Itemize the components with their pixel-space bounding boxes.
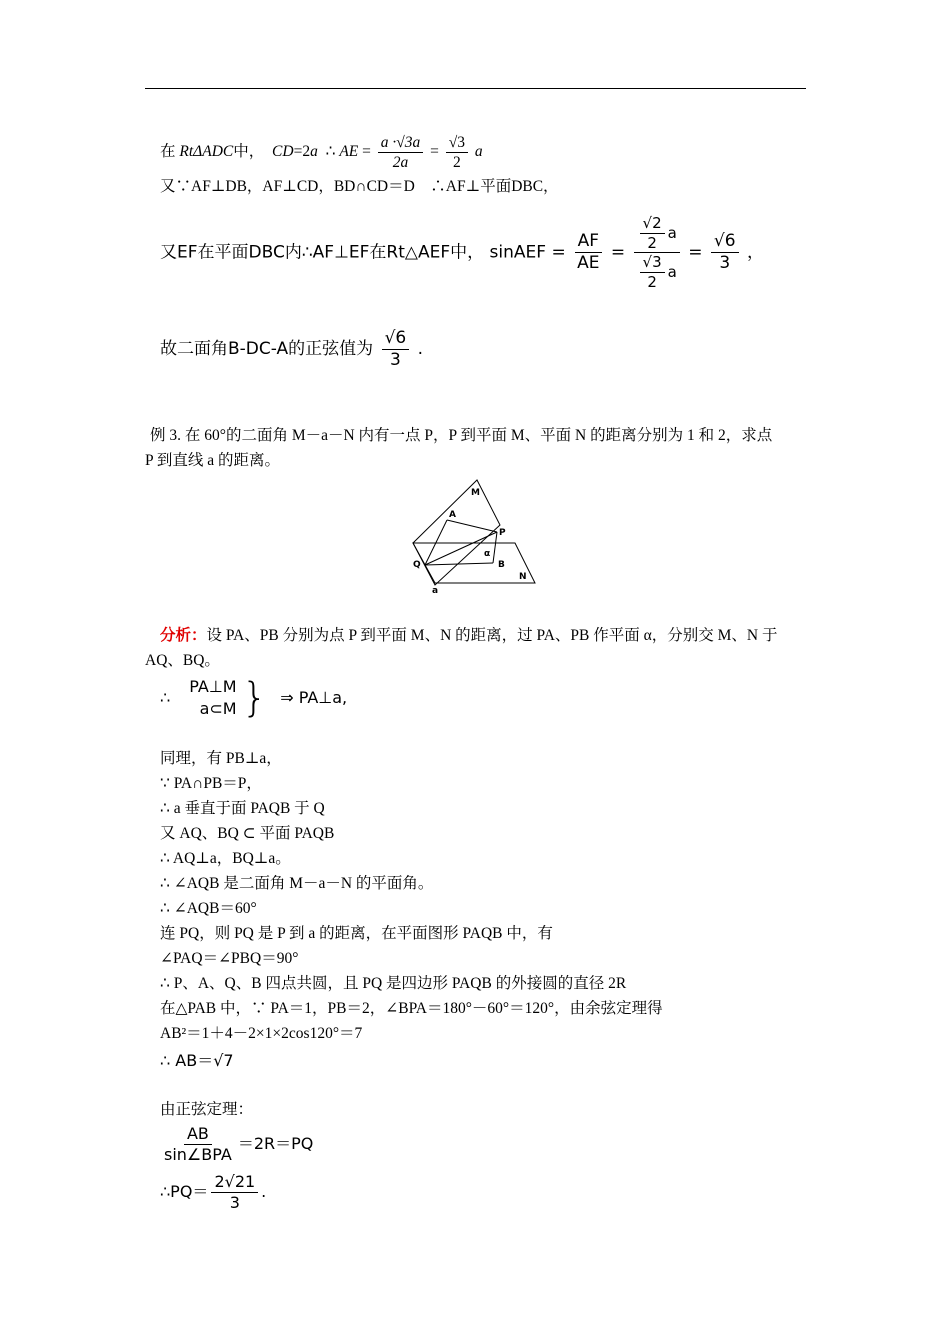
numerator: √2 xyxy=(640,215,665,234)
text: ⇒ PA⊥a, xyxy=(280,688,348,707)
fraction xyxy=(161,1125,235,1163)
text: = xyxy=(362,143,371,161)
text: = xyxy=(430,143,439,161)
denominator: AE xyxy=(577,253,600,273)
text: ∴ xyxy=(325,143,336,161)
denominator: 2 xyxy=(647,272,657,291)
formula-sin-aef xyxy=(160,215,764,290)
dihedral-figure xyxy=(405,475,545,600)
step-line: 又 AQ、BQ ⊂ 平面 PAQB xyxy=(160,825,335,842)
text-line: 又∵AF⊥DB，AF⊥CD，BD∩CD＝D ∴AF⊥平面DBC， xyxy=(160,178,559,195)
condition: PA⊥M xyxy=(189,677,237,696)
denominator: 2 xyxy=(647,233,657,252)
label-a: A xyxy=(449,510,456,520)
numerator: √6 xyxy=(711,232,739,253)
conditions xyxy=(189,676,236,720)
fraction xyxy=(378,134,424,171)
text: ， xyxy=(746,242,764,263)
text: a xyxy=(667,223,677,242)
text: a xyxy=(667,262,677,281)
step-line: ∴ ∠AQB＝60° xyxy=(160,900,257,917)
denominator: 3 xyxy=(719,253,731,273)
numerator: AF xyxy=(575,232,602,253)
text: AE xyxy=(339,143,359,161)
brace-icon: } xyxy=(241,675,268,721)
denominator: 3 xyxy=(229,1193,240,1212)
analysis-line-1 xyxy=(160,626,777,646)
label-m: M xyxy=(471,488,480,498)
step-line: ∴ AQ⊥a，BQ⊥a。 xyxy=(160,850,291,867)
label-q: Q xyxy=(413,560,421,570)
condition: a⊂M xyxy=(199,699,237,718)
text: 又EF在平面DBC内∴AF⊥EF在Rt△AEF中， xyxy=(160,242,485,263)
ab-result xyxy=(160,1051,234,1071)
therefore-symbol: ∴ xyxy=(160,688,171,707)
line-pb xyxy=(493,532,497,563)
plane-m xyxy=(413,480,500,585)
implication-block xyxy=(160,676,347,720)
fraction xyxy=(711,232,739,272)
text: ＝2R＝PQ xyxy=(237,1134,314,1153)
sine-heading: 由正弦定理： xyxy=(160,1101,254,1118)
denominator: 2 xyxy=(453,154,461,172)
analysis-line-2: AQ、BQ。 xyxy=(145,652,220,669)
numerator xyxy=(634,215,680,253)
step-line: ∴ a 垂直于面 PAQB 于 Q xyxy=(160,800,325,817)
label-n: N xyxy=(519,572,527,582)
sine-law-formula xyxy=(158,1120,313,1168)
fraction xyxy=(211,1173,258,1211)
text: √7 xyxy=(213,1051,234,1070)
text: 中， xyxy=(233,143,265,161)
compound-fraction xyxy=(634,215,680,290)
label-alpha: α xyxy=(484,549,491,559)
step-line: ∴ P、A、Q、B 四点共圆，且 PQ 是四边形 PAQB 的外接圆的直径 2R xyxy=(160,975,627,992)
numerator: 2√21 xyxy=(211,1173,258,1193)
label-b: B xyxy=(498,560,505,570)
numerator: √6 xyxy=(382,329,410,350)
numerator: AB xyxy=(184,1125,212,1145)
label-line-a: a xyxy=(432,586,439,596)
text: CD xyxy=(272,143,294,161)
text: . xyxy=(417,339,424,359)
step-line: 连 PQ，则 PQ 是 P 到 a 的距离，在平面图形 PAQB 中，有 xyxy=(160,925,553,942)
text: a xyxy=(310,143,318,161)
text: =2 xyxy=(293,143,311,161)
pq-result xyxy=(160,1168,266,1216)
text: = xyxy=(688,242,703,263)
analysis-title: 分析： xyxy=(160,627,207,644)
text: sinAEF xyxy=(489,242,547,263)
text: a xyxy=(474,143,483,161)
fraction xyxy=(574,232,602,272)
denominator: 3 xyxy=(389,349,401,370)
denominator: sin∠BPA xyxy=(164,1145,232,1164)
formula-ae xyxy=(160,134,483,171)
step-line: ∠PAQ＝∠PBQ＝90° xyxy=(160,950,299,967)
text: = xyxy=(610,242,626,263)
text: = xyxy=(551,242,566,263)
text: 在 xyxy=(160,143,176,161)
denominator: 2a xyxy=(392,154,409,172)
step-line: ∵ PA∩PB＝P， xyxy=(160,775,262,792)
text: ∴ AB＝ xyxy=(160,1051,214,1070)
text: ∴PQ＝ xyxy=(160,1182,209,1201)
example-line-2: P 到直线 a 的距离。 xyxy=(145,452,281,469)
text: 设 PA、PB 分别为点 P 到平面 M、N 的距离，过 PA、PB 作平面 α，分别交 M、N 于 xyxy=(206,627,778,644)
step-line: 同理，有 PB⊥a， xyxy=(160,750,282,767)
fraction xyxy=(446,134,468,171)
fraction xyxy=(640,215,665,251)
step-line: AB²＝1＋4－2×1×2cos120°＝7 xyxy=(160,1025,363,1042)
fraction xyxy=(640,254,665,290)
fraction xyxy=(382,329,410,369)
text: . xyxy=(261,1182,267,1201)
text: 故二面角B-DC-A的正弦值为 xyxy=(160,339,374,359)
numerator: √3 xyxy=(446,134,468,153)
example-line-1: 例 3. 在 60°的二面角 M－a－N 内有一点 P，P 到平面 M、平面 N 的距离分别为 1 和 2，求点 xyxy=(150,427,773,444)
label-p: P xyxy=(499,528,506,538)
numerator: a ·√3a xyxy=(378,134,424,153)
numerator: √3 xyxy=(640,254,665,273)
step-line: ∴ ∠AQB 是二面角 M－a－N 的平面角。 xyxy=(160,875,434,892)
step-line: 在△PAB 中，∵ PA＝1，PB＝2，∠BPA＝180°－60°＝120°，由余弦定理得 xyxy=(160,1000,663,1017)
header-rule xyxy=(145,88,806,89)
denominator xyxy=(634,253,680,290)
line-ap xyxy=(447,520,497,532)
conclusion-line xyxy=(160,325,423,373)
text: RtΔADC xyxy=(179,143,234,161)
